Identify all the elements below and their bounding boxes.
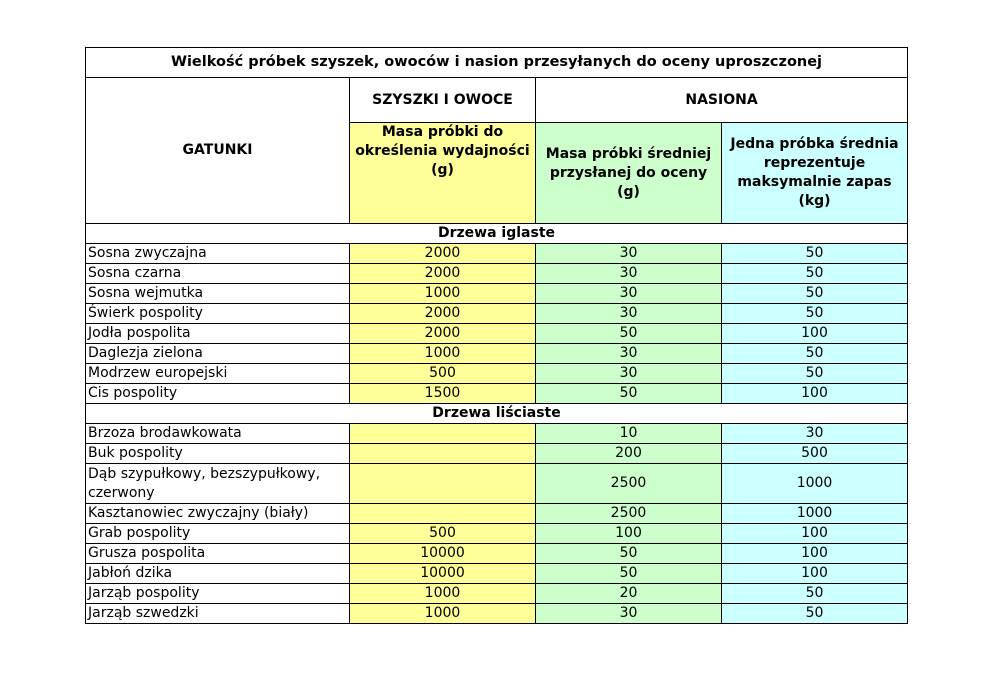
section-title: Drzewa iglaste — [86, 224, 908, 244]
stock-cell: 500 — [722, 444, 908, 464]
sample-mass-cell: 2500 — [536, 464, 722, 504]
sample-mass-cell: 20 — [536, 584, 722, 604]
stock-cell: 100 — [722, 384, 908, 404]
table-row — [86, 564, 908, 584]
sample-mass-cell: 2500 — [536, 504, 722, 524]
sample-mass-cell: 10 — [536, 424, 722, 444]
section-title: Drzewa liściaste — [86, 404, 908, 424]
sample-mass-cell: 50 — [536, 324, 722, 344]
species-cell: Daglezja zielona — [86, 344, 350, 364]
cones-fruits-group-header: SZYSZKI I OWOCE — [350, 78, 536, 123]
species-cell: Sosna wejmutka — [86, 284, 350, 304]
sample-mass-cell: 30 — [536, 604, 722, 624]
stock-cell: 50 — [722, 244, 908, 264]
species-column-header: GATUNKI — [86, 78, 350, 224]
stock-cell: 50 — [722, 284, 908, 304]
species-cell: Jodła pospolita — [86, 324, 350, 344]
species-cell: Świerk pospolity — [86, 304, 350, 324]
species-cell: Grab pospolity — [86, 524, 350, 544]
cones-mass-cell: 2000 — [350, 244, 536, 264]
table-row — [86, 544, 908, 564]
section-row — [86, 404, 908, 424]
sample-size-table — [85, 47, 908, 624]
cones-mass-cell: 1000 — [350, 344, 536, 364]
stock-cell: 50 — [722, 344, 908, 364]
cones-mass-cell: 10000 — [350, 544, 536, 564]
cones-mass-cell: 2000 — [350, 324, 536, 344]
table-row — [86, 244, 908, 264]
species-cell: Modrzew europejski — [86, 364, 350, 384]
stock-cell: 50 — [722, 604, 908, 624]
table-row — [86, 424, 908, 444]
cones-mass-cell: 2000 — [350, 304, 536, 324]
sample-mass-cell: 30 — [536, 264, 722, 284]
cones-mass-cell — [350, 464, 536, 504]
species-cell: Kasztanowiec zwyczajny (biały) — [86, 504, 350, 524]
stock-cell: 100 — [722, 564, 908, 584]
table-row — [86, 444, 908, 464]
cones-mass-cell: 10000 — [350, 564, 536, 584]
cones-mass-cell: 500 — [350, 364, 536, 384]
species-cell: Sosna zwyczajna — [86, 244, 350, 264]
stock-cell: 50 — [722, 584, 908, 604]
sample-mass-cell: 100 — [536, 524, 722, 544]
yield-sample-mass-header: Masa próbki do określenia wydajności (g) — [350, 123, 536, 224]
stock-cell: 50 — [722, 364, 908, 384]
table-row — [86, 604, 908, 624]
sample-mass-cell: 50 — [536, 384, 722, 404]
cones-mass-cell — [350, 504, 536, 524]
cones-mass-cell: 1000 — [350, 584, 536, 604]
table-row — [86, 464, 908, 504]
stock-cell: 100 — [722, 544, 908, 564]
table-row — [86, 384, 908, 404]
sample-mass-cell: 30 — [536, 284, 722, 304]
sample-mass-cell: 30 — [536, 304, 722, 324]
cones-mass-cell — [350, 444, 536, 464]
species-cell: Dąb szypułkowy, bezszypułkowy, czerwony — [86, 464, 350, 504]
stock-cell: 1000 — [722, 464, 908, 504]
cones-mass-cell — [350, 424, 536, 444]
sample-mass-cell: 30 — [536, 364, 722, 384]
cones-mass-cell: 1500 — [350, 384, 536, 404]
table-row — [86, 304, 908, 324]
sample-mass-cell: 200 — [536, 444, 722, 464]
sample-mass-cell: 30 — [536, 244, 722, 264]
stock-cell: 50 — [722, 304, 908, 324]
table-row — [86, 504, 908, 524]
table-row — [86, 584, 908, 604]
table-row — [86, 324, 908, 344]
seeds-group-header: NASIONA — [536, 78, 908, 123]
species-cell: Cis pospolity — [86, 384, 350, 404]
stock-cell: 100 — [722, 324, 908, 344]
stock-cell: 100 — [722, 524, 908, 544]
cones-mass-cell: 2000 — [350, 264, 536, 284]
species-cell: Grusza pospolita — [86, 544, 350, 564]
stock-cell: 1000 — [722, 504, 908, 524]
stock-cell: 30 — [722, 424, 908, 444]
species-cell: Buk pospolity — [86, 444, 350, 464]
table-row — [86, 344, 908, 364]
species-cell: Jabłoń dzika — [86, 564, 350, 584]
average-sample-mass-header: Masa próbki średniej przysłanej do oceny (g) — [536, 123, 722, 224]
cones-mass-cell: 1000 — [350, 284, 536, 304]
cones-mass-cell: 500 — [350, 524, 536, 544]
table-title: Wielkość próbek szyszek, owoców i nasion przesyłanych do oceny uproszczonej — [86, 48, 908, 78]
cones-mass-cell: 1000 — [350, 604, 536, 624]
max-stock-header: Jedna próbka średnia reprezentuje maksymalnie zapas (kg) — [722, 123, 908, 224]
table-row — [86, 524, 908, 544]
species-cell: Sosna czarna — [86, 264, 350, 284]
sample-mass-cell: 50 — [536, 564, 722, 584]
table-row — [86, 264, 908, 284]
table-row — [86, 364, 908, 384]
section-row — [86, 224, 908, 244]
species-cell: Brzoza brodawkowata — [86, 424, 350, 444]
table-row — [86, 284, 908, 304]
sample-mass-cell: 30 — [536, 344, 722, 364]
species-cell: Jarząb pospolity — [86, 584, 350, 604]
stock-cell: 50 — [722, 264, 908, 284]
species-cell: Jarząb szwedzki — [86, 604, 350, 624]
sample-mass-cell: 50 — [536, 544, 722, 564]
